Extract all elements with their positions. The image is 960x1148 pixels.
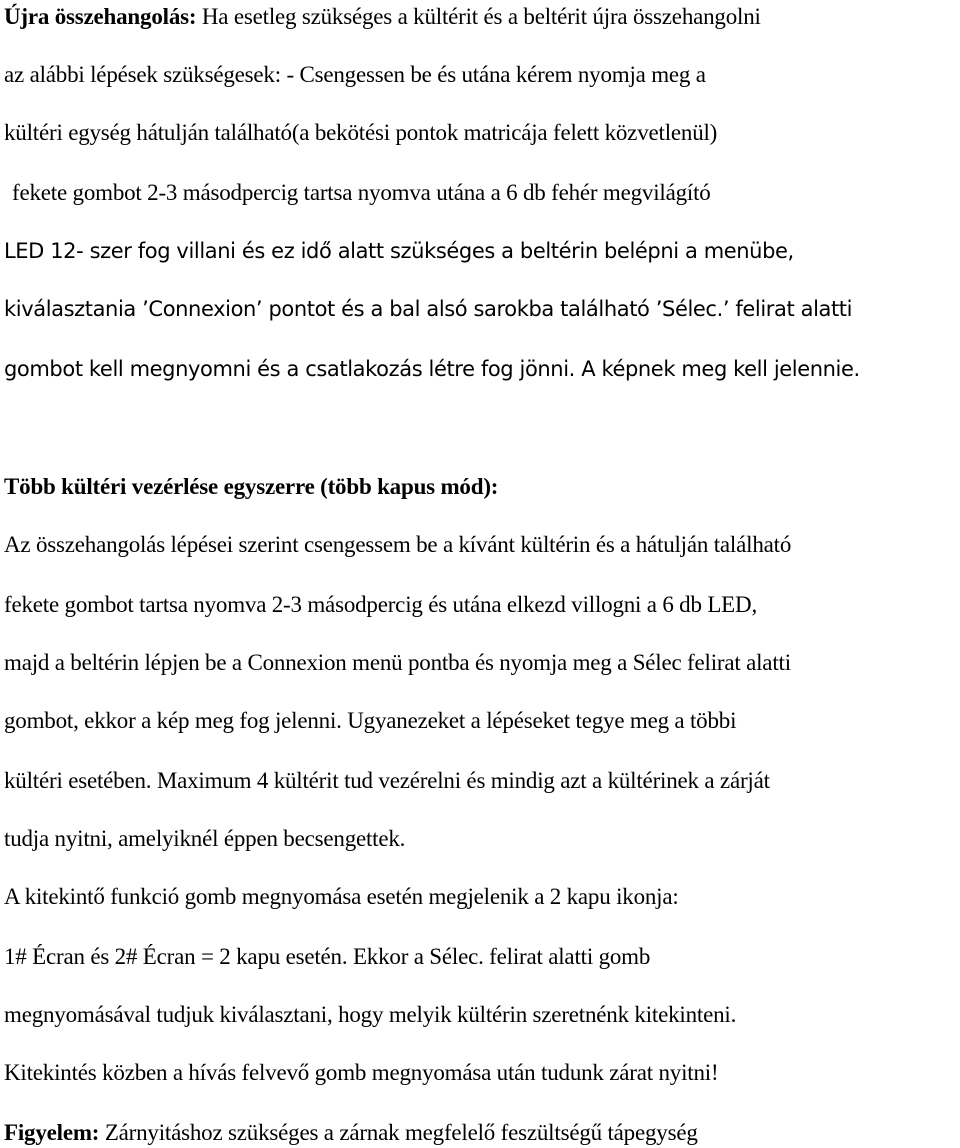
paragraph-line — [4, 1118, 698, 1148]
paragraph-line: kültéri esetében. Maximum 4 kültérit tud vezérelni és mindig azt a kültérinek a zárját — [4, 768, 770, 793]
paragraph-line: fekete gombot 2-3 másodpercig tartsa nyomva utána a 6 db fehér megvilágító — [12, 180, 711, 205]
paragraph-line: gombot kell megnyomni és a csatlakozás létre fog jönni. A képnek meg kell jelennie. — [4, 357, 860, 381]
section-heading-resync: Újra összehangolás: — [4, 4, 197, 29]
paragraph-line — [4, 2, 761, 32]
paragraph-line: A kitekintő funkció gomb megnyomása esetén megjelenik a 2 kapu ikonja: — [4, 884, 679, 909]
paragraph-line: LED 12- szer fog villani és ez idő alatt szükséges a beltérin belépni a menübe, — [4, 239, 794, 263]
paragraph-line: kültéri egység hátulján található(a bekötési pontok matricája felett közvetlenül) — [4, 120, 718, 145]
paragraph-line: megnyomásával tudjuk kiválasztani, hogy melyik kültérin szeretnénk kitekinteni. — [4, 1002, 737, 1027]
paragraph-text: Ha esetleg szükséges a kültérit és a beltérit újra összehangolni — [196, 4, 761, 29]
paragraph-line: fekete gombot tartsa nyomva 2-3 másodpercig és utána elkezd villogni a 6 db LED, — [4, 592, 757, 617]
section-heading-multi-gate: Több kültéri vezérlése egyszerre (több kapus mód): — [4, 474, 499, 499]
paragraph-line: tudja nyitni, amelyiknél éppen becsengettek. — [4, 826, 406, 851]
paragraph-line: 1# Écran és 2# Écran = 2 kapu esetén. Ekkor a Sélec. felirat alatti gomb — [4, 944, 651, 969]
paragraph-line: Az összehangolás lépései szerint csengessem be a kívánt kültérin és a hátulján található — [4, 532, 792, 557]
paragraph-line: gombot, ekkor a kép meg fog jelenni. Ugyanezeket a lépéseket tegye meg a többi — [4, 708, 737, 733]
paragraph-line: majd a beltérin lépjen be a Connexion menü pontba és nyomja meg a Sélec felirat alatti — [4, 650, 791, 675]
paragraph-line: az alábbi lépések szükségesek: - Csengessen be és utána kérem nyomja meg a — [4, 62, 706, 87]
warning-heading: Figyelem: — [4, 1120, 100, 1145]
paragraph-line: kiválasztania ’Connexion’ pontot és a bal alsó sarokba található ’Sélec.’ felirat alatti — [4, 297, 853, 321]
paragraph-line: Kitekintés közben a hívás felvevő gomb megnyomása után tudunk zárat nyitni! — [4, 1060, 719, 1085]
paragraph-text: Zárnyitáshoz szükséges a zárnak megfelelő feszültségű tápegység — [99, 1120, 698, 1145]
